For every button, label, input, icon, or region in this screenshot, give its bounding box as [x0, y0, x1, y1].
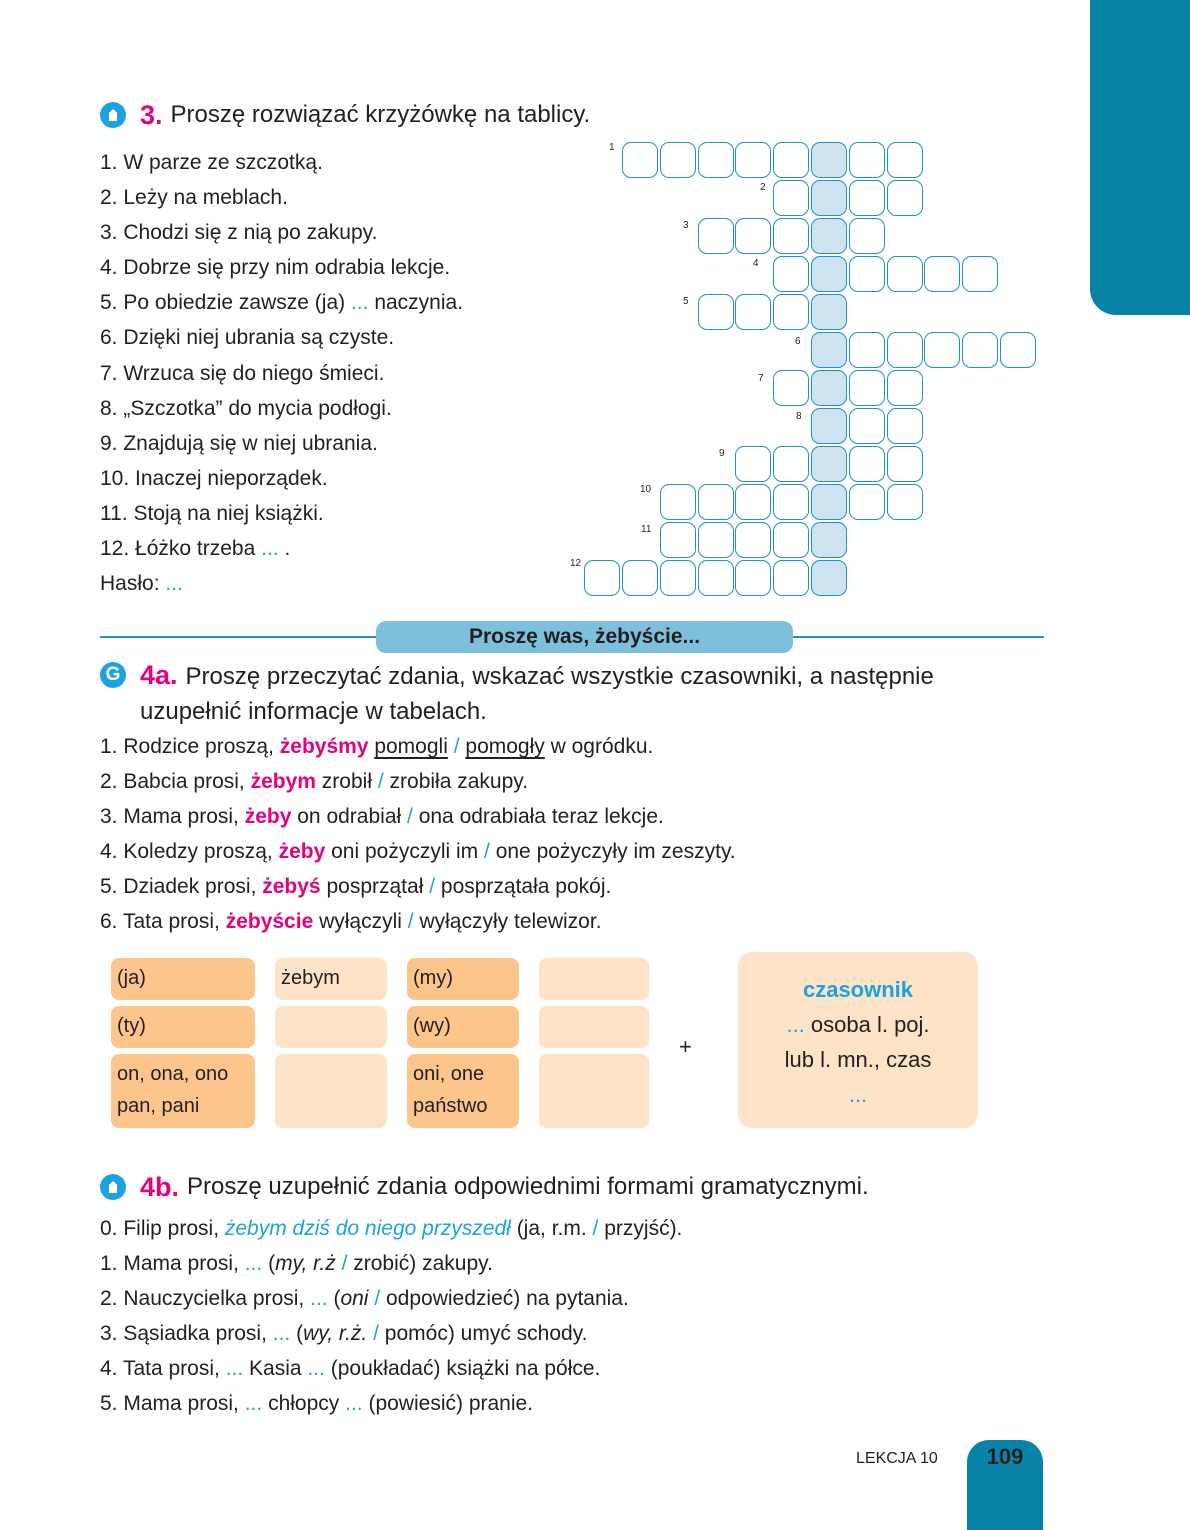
clue-line: 7. Wrzuca się do niego śmieci.	[100, 361, 385, 385]
sentence-line: 3. Sąsiadka prosi, ... (wy, r.ż. / pomóc) umyć schody.	[100, 1322, 588, 1346]
crossword-cell[interactable]	[773, 370, 809, 406]
table-answer-my[interactable]	[539, 958, 649, 1000]
crossword-key-cell[interactable]	[811, 560, 847, 596]
crossword-cell[interactable]	[849, 484, 885, 520]
crossword-key-cell[interactable]	[811, 256, 847, 292]
rule-blank[interactable]: ...	[848, 1082, 868, 1107]
table-answer-on[interactable]	[275, 1054, 387, 1128]
chapter-side-tab	[1090, 0, 1190, 315]
table-label-ja: (ja)	[111, 958, 255, 1000]
crossword-cell[interactable]	[698, 218, 734, 254]
crossword-cell[interactable]	[773, 256, 809, 292]
rule-line: lub l. mn., czas	[784, 1047, 932, 1072]
crossword-row-number: 1	[609, 142, 615, 153]
crossword-key-cell[interactable]	[811, 294, 847, 330]
sentence-line: 2. Nauczycielka prosi, ... (oni / odpowiedzieć) na pytania.	[100, 1287, 629, 1311]
crossword-cell[interactable]	[622, 142, 658, 178]
crossword-row-number: 5	[683, 296, 689, 307]
crossword-cell[interactable]	[849, 256, 885, 292]
table-label-on: on, ona, ono pan, pani	[111, 1054, 255, 1128]
crossword-key-cell[interactable]	[811, 180, 847, 216]
crossword-key-cell[interactable]	[811, 522, 847, 558]
exercise-instruction: Proszę uzupełnić zdania odpowiednimi formami gramatycznymi.	[187, 1173, 869, 1200]
table-answer-ty[interactable]	[275, 1006, 387, 1048]
clue-line: 11. Stoją na niej książki.	[100, 501, 324, 525]
crossword-cell[interactable]	[962, 256, 998, 292]
crossword-key-cell[interactable]	[811, 484, 847, 520]
clue-line: 4. Dobrze się przy nim odrabia lekcje.	[100, 256, 451, 280]
sentence-line: 5. Mama prosi, ... chłopcy ... (powiesić) pranie.	[100, 1392, 534, 1416]
crossword-cell[interactable]	[887, 256, 923, 292]
rule-line: ... osoba l. poj.	[786, 1012, 930, 1037]
pencil-icon	[100, 102, 126, 128]
crossword-cell[interactable]	[773, 522, 809, 558]
crossword-cell[interactable]	[735, 560, 771, 596]
sentence-line: 6. Tata prosi, żebyście wyłączyli / wyłączyły telewizor.	[100, 910, 602, 934]
grammar-rule-box	[738, 952, 978, 1128]
clue-line: 3. Chodzi się z nią po zakupy.	[100, 221, 378, 245]
clue-line: 2. Leży na meblach.	[100, 186, 288, 210]
example-sentences	[100, 729, 736, 940]
exercise-instruction: Proszę przeczytać zdania, wskazać wszystkie czasowniki, a następnie	[185, 663, 934, 690]
table-label-ty: (ty)	[111, 1006, 255, 1048]
exercise-instruction: Proszę rozwiązać krzyżówkę na tablicy.	[170, 101, 591, 128]
clue-line: 10. Inaczej nieporządek.	[100, 466, 328, 490]
crossword-cell[interactable]	[962, 332, 998, 368]
crossword-clues	[100, 145, 463, 601]
table-answer-wy[interactable]	[539, 1006, 649, 1048]
clue-line: 1. W parze ze szczotką.	[100, 151, 323, 174]
exercise-4a-heading	[100, 660, 934, 727]
crossword-cell[interactable]	[773, 142, 809, 178]
crossword-key-cell[interactable]	[811, 332, 847, 368]
crossword-cell[interactable]	[773, 180, 809, 216]
crossword-cell[interactable]	[887, 408, 923, 444]
crossword-cell[interactable]	[660, 560, 696, 596]
sentence-line: 4. Tata prosi, ... Kasia ... (poukładać) książki na półce.	[100, 1357, 601, 1381]
crossword-row-number: 7	[758, 373, 764, 384]
crossword-cell[interactable]	[698, 560, 734, 596]
crossword-cell[interactable]	[660, 484, 696, 520]
table-label-oni: oni, one państwo	[407, 1054, 519, 1128]
crossword-row-number: 3	[683, 220, 689, 231]
clue-line: 9. Znajdują się w niej ubrania.	[100, 431, 378, 455]
clue-line: 12. Łóżko trzeba ... .	[100, 537, 291, 561]
crossword-cell[interactable]	[924, 256, 960, 292]
crossword-cell[interactable]	[773, 294, 809, 330]
crossword-cell[interactable]	[584, 560, 620, 596]
crossword-row-number: 12	[570, 558, 582, 569]
lesson-label: LEKCJA 10	[856, 1450, 938, 1467]
crossword-key-cell[interactable]	[811, 408, 847, 444]
crossword-cell[interactable]	[773, 560, 809, 596]
clue-line: 8. „Szczotka” do mycia podłogi.	[100, 396, 392, 420]
crossword-cell[interactable]	[773, 484, 809, 520]
exercise-instruction-cont: uzupełnić informacje w tabelach.	[140, 698, 487, 725]
crossword-key-cell[interactable]	[811, 370, 847, 406]
crossword-cell[interactable]	[698, 484, 734, 520]
sentence-line: 1. Rodzice proszą, żebyśmy pomogli / pomogły w ogródku.	[100, 735, 654, 758]
crossword-row-number: 6	[795, 336, 801, 347]
crossword-cell[interactable]	[849, 332, 885, 368]
crossword-cell[interactable]	[660, 142, 696, 178]
crossword-cell[interactable]	[887, 142, 923, 178]
crossword-row-number: 10	[640, 484, 652, 495]
crossword-cell[interactable]	[887, 446, 923, 482]
crossword-row-number: 9	[719, 448, 725, 459]
sentence-line: 5. Dziadek prosi, żebyś posprzątał / posprzątała pokój.	[100, 875, 612, 899]
crossword-cell[interactable]	[887, 484, 923, 520]
crossword-row-number: 8	[796, 411, 802, 422]
crossword-cell[interactable]	[735, 446, 771, 482]
table-label-wy: (wy)	[407, 1006, 519, 1048]
exercise-4b-heading	[100, 1172, 869, 1202]
table-answer-ja: żebym	[275, 958, 387, 1000]
crossword-cell[interactable]	[735, 218, 771, 254]
crossword-cell[interactable]	[660, 522, 696, 558]
sentence-line: 2. Babcia prosi, żebym zrobił / zrobiła zakupy.	[100, 770, 529, 794]
crossword-key-cell[interactable]	[811, 446, 847, 482]
exercise-number: 3.	[140, 100, 163, 130]
crossword-cell[interactable]	[849, 142, 885, 178]
crossword-cell[interactable]	[773, 218, 809, 254]
page-number: 109	[986, 1444, 1024, 1469]
crossword-cell[interactable]	[735, 484, 771, 520]
sentence-line: 1. Mama prosi, ... (my, r.ż / zrobić) zakupy.	[100, 1252, 493, 1276]
crossword-cell[interactable]	[698, 142, 734, 178]
crossword-key-cell[interactable]	[811, 142, 847, 178]
password-line: Hasło: ...	[100, 572, 183, 596]
crossword-cell[interactable]	[698, 522, 734, 558]
crossword-cell[interactable]	[924, 332, 960, 368]
crossword-cell[interactable]	[622, 560, 658, 596]
table-label-my: (my)	[407, 958, 519, 1000]
crossword-cell[interactable]	[735, 142, 771, 178]
section-title: Proszę was, żebyście...	[376, 621, 793, 653]
fill-in-sentences	[100, 1211, 682, 1422]
sentence-line: 4. Koledzy proszą, żeby oni pożyczyli im / one pożyczyły im zeszyty.	[100, 840, 736, 864]
crossword-cell[interactable]	[849, 446, 885, 482]
crossword-cell[interactable]	[698, 294, 734, 330]
crossword-cell[interactable]	[773, 446, 809, 482]
crossword-cell[interactable]	[1000, 332, 1036, 368]
crossword-cell[interactable]	[849, 180, 885, 216]
crossword-row-number: 4	[753, 258, 759, 269]
crossword-row-number: 2	[760, 182, 766, 193]
pencil-icon	[100, 1174, 126, 1200]
exercise-3-heading	[100, 100, 590, 130]
crossword-row-number: 11	[641, 524, 652, 535]
crossword-cell[interactable]	[735, 522, 771, 558]
table-answer-oni[interactable]	[539, 1054, 649, 1128]
crossword-cell[interactable]	[887, 370, 923, 406]
crossword-cell[interactable]	[849, 408, 885, 444]
crossword-key-cell[interactable]	[811, 218, 847, 254]
crossword-cell[interactable]	[849, 370, 885, 406]
crossword-cell[interactable]	[735, 294, 771, 330]
clue-line: 5. Po obiedzie zawsze (ja) ... naczynia.	[100, 291, 464, 315]
rule-title: czasownik	[802, 977, 914, 1002]
exercise-number: 4a.	[140, 660, 178, 690]
sentence-line: 3. Mama prosi, żeby on odrabiał / ona odrabiała teraz lekcje.	[100, 805, 664, 829]
crossword-cell[interactable]	[849, 218, 885, 254]
clue-line: 6. Dzięki niej ubrania są czyste.	[100, 326, 395, 350]
grammar-icon: G	[100, 662, 126, 688]
exercise-number: 4b.	[140, 1172, 180, 1202]
sentence-line: 0. Filip prosi, żebym dziś do niego przyszedł (ja, r.m. / przyjść).	[100, 1217, 683, 1240]
crossword-cell[interactable]	[887, 180, 923, 216]
plus-sign: +	[679, 1034, 692, 1059]
crossword-cell[interactable]	[887, 332, 923, 368]
